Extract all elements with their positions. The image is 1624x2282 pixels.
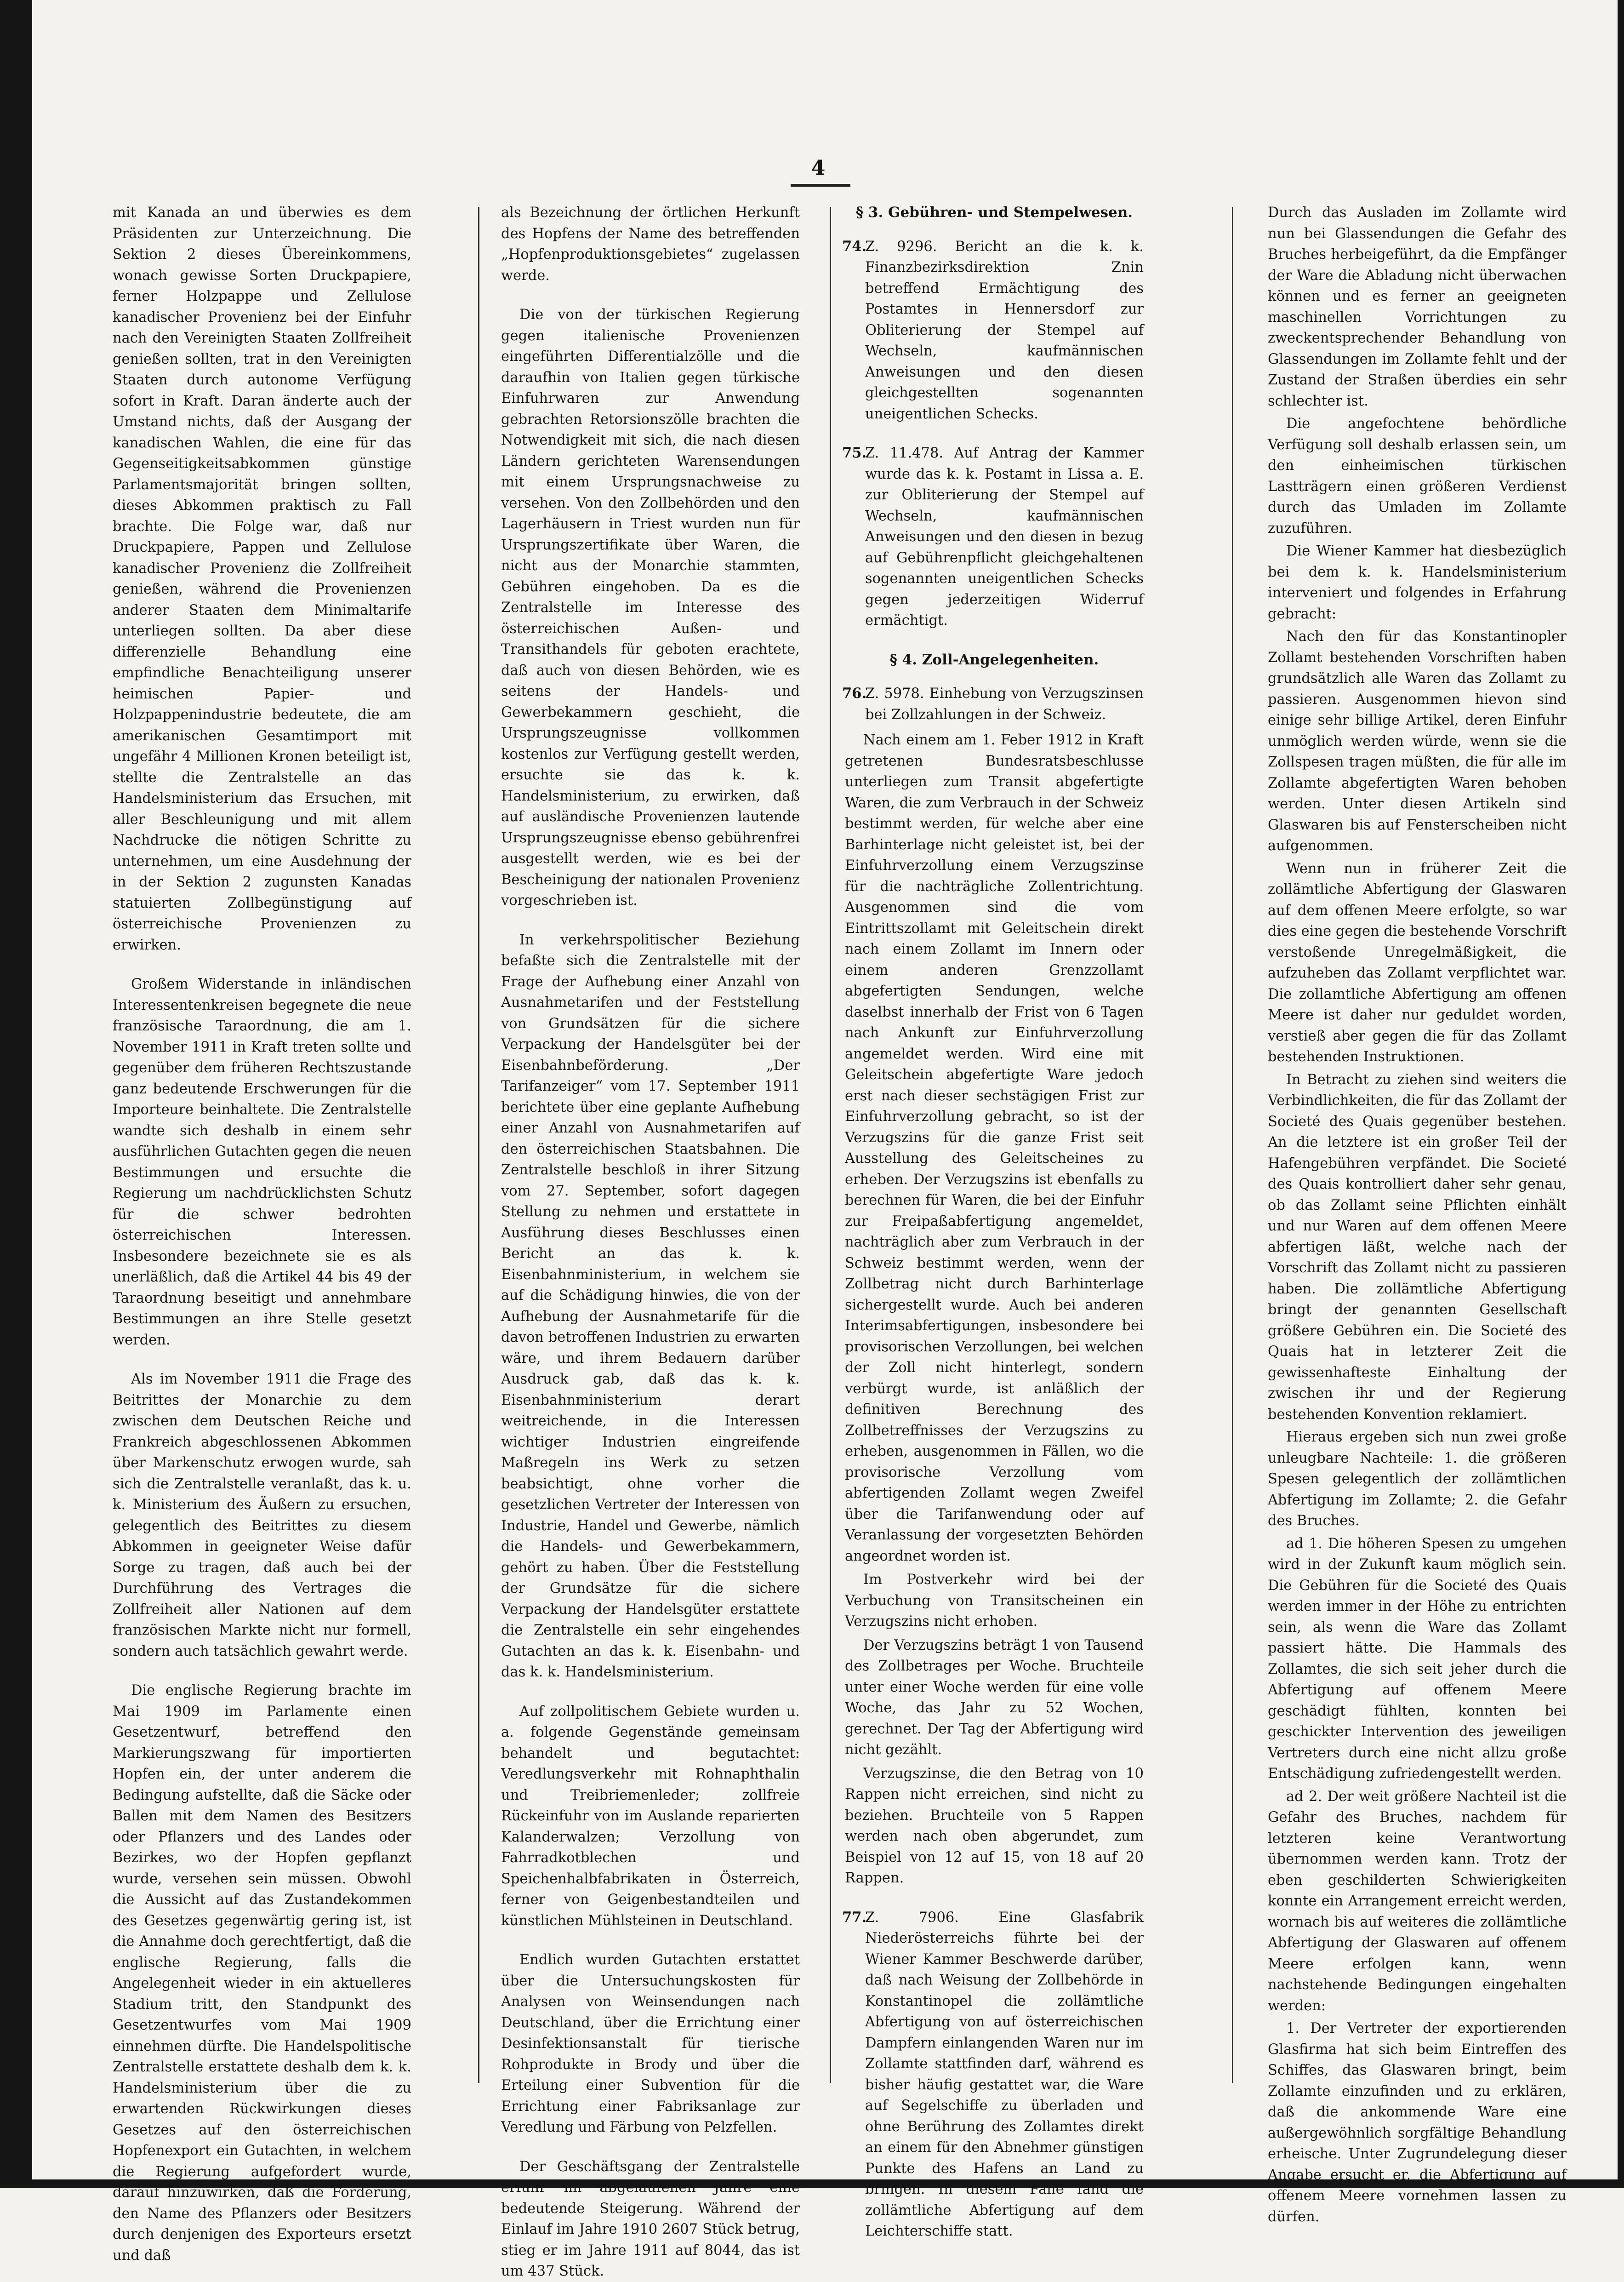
col1-paragraph: Als im November 1911 die Frage des Beitrittes der Monarchie zu dem zwischen dem Deutschen Reiche und Frankreich abgeschlossenen Abkommen über Markenschutz erwogen wurde, sah sich die Zentralstelle veranlaßt, das k. u. k. Ministerium des Äußern zu ersuchen, gelegentlich des Beitrittes zu diesem Abkommen in geeigneter Weise dafür Sorge zu tragen, daß auch bei der Durchführung des Vertrages die Zollfreiheit aller Nationen auf dem französischen Markte nicht nur formell, sondern auch tatsächlich gewahrt werde. [113, 1371, 411, 1659]
col4-paragraph: In Betracht zu ziehen sind weiters die Verbindlichkeiten, die für das Zollamt der Societé des Quais gegenüber bestehen. An die letztere ist ein großer Teil der Hafengebühren verpfändet. Die Societé des Quais kontrolliert daher sehr genau, ob das Zollamt seine Pflichten einhält und nur Waren auf dem offenen Meere abfertigen läßt, welche nach der Vorschrift das Zollamt nicht zu passieren haben. Die zollämtliche Abfertigung bringt der genannten Gesellschaft größere Gebühren ein. Die Societé des Quais hat in letzterer Zeit die gewissenhafteste Einhaltung der zwischen ihr und der Regierung bestehenden Konvention reklamiert. [1268, 1071, 1567, 1423]
column-2 [501, 202, 800, 2279]
col1-paragraph: Großem Widerstande in inländischen Interessentenkreisen begegnete die neue französische Taraordnung, die am 1. November 1911 in Kraft treten sollte und gegenüber dem früheren Rechtszustande ganz bedeutende Erschwerungen für die Importeure beinhaltete. Die Zentralstelle wandte sich deshalb in einem sehr ausführlichen Gutachten gegen die neuen Bestimmungen und ersuchte die Regierung um nachdrücklichsten Schutz für die schwer bedrohten österreichischen Interessen. Insbesondere bezeichnete sie es als unerläßlich, daß die Artikel 44 bis 49 der Taraordnung beseitigt und annehmbare Bestimmungen an ihre Stelle gesetzt werden. [113, 976, 411, 1348]
numbered-entry-77 [842, 1907, 1144, 2242]
column-rule-2 [830, 207, 831, 2083]
entry-text: Z. 7906. Eine Glasfabrik Niederösterreichs führte bei der Wiener Kammer Beschwerde darüber, daß nach Weisung der Zollbehörde in Konstantinopel die zollämtliche Abfertigung von auf österreichischen Dampfern einlangenden Waren nur im Zollamte stattfinden darf, während es bisher häufig gestattet war, die Ware auf Segelschiffe zu überladen und ohne Berührung des Zollamtes direkt an einem für den Abnehmer günstigen Punkte des Hafens an Land zu bringen. In diesem Falle fand die zollämtliche Abfertigung auf dem Leichterschiffe statt. [865, 1909, 1144, 2239]
numbered-entry-75 [842, 443, 1144, 631]
col4-paragraph: Hieraus ergeben sich nun zwei große unleugbare Nachteile: 1. die größeren Spesen gelegentlich der zollämtlichen Abfertigung im Zollamte; 2. die Gefahr des Bruches. [1268, 1429, 1567, 1529]
col2-paragraph: als Bezeichnung der örtlichen Herkunft des Hopfens der Name des betreffenden „Hopfenproduktionsgebietes“ zugelassen werde. [501, 205, 800, 284]
entry-text: Z. 9296. Bericht an die k. k. Finanzbezirksdirektion Znin betreffend Ermächtigung des Postamtes in Hennersdorf zur Obliterierung der Stempel auf Wechseln, kaufmännischen Anweisungen und den diesen gleichgestellten sogenannten uneigentlichen Schecks. [865, 238, 1144, 422]
col3-paragraph: Nach einem am 1. Feber 1912 in Kraft getretenen Bundesratsbeschlusse unterliegen zum Transit abgefertigte Waren, die zum Verbrauch in der Schweiz bestimmt werden, für welche aber eine Barhinterlage nicht geleistet ist, bei der Einfuhrverzollung einem Verzugszinse für die nachträgliche Zollentrichtung. Ausgenommen sind die vom Eintrittszollamt mit Geleitschein direkt nach einem Zollamt im Innern oder einem anderen Grenzzollamt abgefertigten Sendungen, welche daselbst innerhalb der Frist von 6 Tagen nach Ankunft zur Einfuhrverzollung angemeldet werden. Wird eine mit Geleitschein abgefertigte Ware jedoch erst nach dieser sechstägigen Frist zur Einfuhrverzollung gebracht, so ist der Verzugszins für die ganze Frist seit Ausstellung des Geleitscheines zu erheben. Der Verzugszins ist ebenfalls zu berechnen für Waren, die bei der Einfuhr zur Freipaßabfertigung angemeldet, nachträglich aber zum Verbrauch in der Schweiz bestimmt werden, wenn der Zollbetrag nicht durch Barhinterlage sichergestellt wurde. Auch bei anderen Interimsabfertigungen, insbesondere bei provisorischen Verzollungen, bei welchen der Zoll nicht hinterlegt, sondern verbürgt wurde, ist anläßlich der definitiven Berechnung des Zollbetreffnisses der Verzugszins zu erheben, ausgenommen in Fällen, wo die provisorische Verzollung vom abfertigenden Zollamt wegen Zweifel über die Tarifanwendung oder auf Veranlassung der vorgesetzten Behörden angeordnet worden ist. [845, 732, 1144, 1564]
entry-text: Z. 11.478. Auf Antrag der Kammer wurde das k. k. Postamt in Lissa a. E. zur Obliterierung der Stempel auf Wechseln, kaufmännischen Anweisungen und den diesen in bezug auf Gebührenpflicht gleichgehaltenen sogenannten uneigentlichen Schecks gegen jederzeitigen Widerruf ermächtigt. [865, 445, 1144, 629]
col1-paragraph: Die englische Regierung brachte im Mai 1909 im Parlamente einen Gesetzentwurf, betreffend den Markierungszwang für importierten Hopfen ein, der unter anderem die Bedingung aufstellte, daß die Säcke oder Ballen mit dem Namen des Besitzers oder Pflanzers und des Landes oder Bezirkes, wo der Hopfen gepflanzt wurde, versehen sein müssen. Obwohl die Aussicht auf das Zustandekommen des Gesetzes gegenwärtig gering ist, ist die Annahme doch gerechtfertigt, daß die englische Regierung, falls die Angelegenheit wieder in ein aktuelleres Stadium tritt, den Standpunkt des Gesetzentwurfes vom Mai 1909 einnehmen dürfte. Die Handelspolitische Zentralstelle erstattete deshalb dem k. k. Handelsministerium über die zu erwartenden Rückwirkungen dieses Gesetzes auf den österreichischen Hopfenexport ein Gutachten, in welchem die Regierung aufgefordert wurde, darauf hinzuwirken, daß die Forderung, den Name des Pflanzers oder Besitzers durch denjenigen des Exporteurs ersetzt und daß [113, 1682, 411, 2264]
section-heading-stempelwesen: § 3. Gebühren- und Stempelwesen. [855, 204, 1133, 221]
numbered-entry-76 [842, 683, 1144, 725]
numbered-entry-74 [842, 236, 1144, 425]
col4-paragraph: Nach den für das Konstantinopler Zollamt bestehenden Vorschriften haben grundsätzlich alle Waren das Zollamt zu passieren. Ausgenommen hievon sind einige sehr billige Artikel, deren Einfuhr unmöglich werden würde, wenn sie die Zollspesen tragen müßten, die für alle im Zollamte abgefertigten Waren behoben werden. Unter diesen Artikeln sind Glaswaren bis auf Fensterscheiben nicht aufgenommen. [1268, 629, 1567, 854]
entry-number: 76. [842, 685, 867, 702]
col4-paragraph: ad 1. Die höheren Spesen zu umgehen wird in der Zukunft kaum möglich sein. Die Gebühren für die Societé des Quais werden immer in der Höhe zu entrichten sein, als wenn die Ware das Zollamt passiert hätte. Die Hammals des Zollamtes, die sich seit jeher durch die Abfertigung auf offenem Meere geschädigt fühlten, konnten bei geschickter Intervention des jeweiligen Vertreters durch eine nicht allzu große Entschädigung zufriedengestellt werden. [1268, 1535, 1567, 1782]
column-4 [1268, 202, 1567, 2225]
page-number: 4 [811, 156, 826, 180]
col2-paragraph: In verkehrspolitischer Beziehung befaßte sich die Zentralstelle mit der Frage der Aufhebung einer Anzahl von Ausnahmetarifen und der Feststellung von Grundsätzen für die sichere Verpackung der Handelsgüter bei der Eisenbahnbeförderung. „Der Tarifanzeiger“ vom 17. September 1911 berichtete über eine geplante Aufhebung einer Anzahl von Ausnahmetarifen auf den österreichischen Staatsbahnen. Die Zentralstelle beschloß in ihrer Sitzung vom 27. September, sofort dagegen Stellung zu nehmen und erstattete in Ausführung dieses Beschlusses einen Bericht an das k. k. Eisenbahnministerium, in welchem sie auf die Schädigung hinwies, die von der Aufhebung der Ausnahmetarife für die davon betroffenen Industrien zu erwarten wäre, und ihrem Bedauern darüber Ausdruck gab, daß das k. k. Eisenbahnministerium derart weitreichende, in die Interessen wichtiger Industrien eingreifende Maßregeln ins Werk zu setzen beabsichtigt, ohne vorher die gesetzlichen Vertreter der Interessen von Industrie, Handel und Gewerbe, nämlich die Handels- und Gewerbekammern, gehört zu haben. Über die Feststellung der Grundsätze für die sichere Verpackung der Handelsgüter erstattete die Zentralstelle ein sehr eingehendes Gutachten an das k. k. Eisenbahn- und das k. k. Handelsministerium. [501, 932, 800, 1680]
section-heading-zoll: § 4. Zoll-Angelegenheiten. [889, 651, 1099, 668]
col3-paragraph: Verzugszinse, die den Betrag von 10 Rappen nicht erreichen, sind nicht zu beziehen. Bruchteile von 5 Rappen werden nach oben abgerundet, zum Beispiel von 12 auf 15, von 18 auf 20 Rappen. [845, 1765, 1144, 1886]
col2-paragraph: Auf zollpolitischem Gebiete wurden u. a. folgende Gegenstände gemeinsam behandelt und begutachtet: Veredlungsverkehr mit Rohnaphthalin und Treibriemenleder; zollfreie Rückeinfuhr von im Auslande reparierten Kalanderwalzen; Verzollung von Fahrradkotblechen und Speichenhalbfabrikaten in Österreich, ferner von Geigenbestandteilen und künstlichen Mühlsteinen in Deutschland. [501, 1703, 800, 1929]
col2-paragraph: Die von der türkischen Regierung gegen italienische Provenienzen eingeführten Differentialzölle und die daraufhin von Italien gegen türkische Einfuhrwaren zur Anwendung gebrachten Retorsionszölle brachten die Notwendigkeit mit sich, die nach diesen Ländern gerichteten Warensendungen mit einem Ursprungsnachweise zu versehen. Von den Zollbehörden und den Lagerhäusern in Triest wurden nun für Ursprungszertifikate über Waren, die nicht aus der Monarchie stammten, Gebühren eingehoben. Da es die Zentralstelle im Interesse des österreichischen Außen- und Transithandels für geboten erachtete, daß auch von diesen Behörden, wie es seitens der Handels- und Gewerbekammern geschieht, die Ursprungszeugnisse vollkommen kostenlos zur Verfügung gestellt werden, ersuchte sie das k. k. Handelsministerium, zu erwirken, daß auf ausländische Provenienzen lautende Ursprungszeugnisse ebenso gebührenfrei ausgestellt werden, wie es bei der Bescheinigung der nationalen Provenienz vorgeschrieben ist. [501, 307, 800, 909]
column-rule-3 [1232, 207, 1233, 2083]
entry-number: 75. [842, 445, 867, 461]
column-1 [113, 202, 411, 2264]
col4-paragraph: ad 2. Der weit größere Nachteil ist die Gefahr des Bruches, nachdem für letzteren keine Verantwortung übernommen werden kann. Trotz der eben geschilderten Schwierigkeiten konnte ein Arrangement erreicht werden, wornach bis auf weiteres die zollämtliche Abfertigung der Glaswaren auf offenem Meere erfolgen kann, wenn nachstehende Bedingungen eingehalten werden: [1268, 1788, 1567, 2014]
col3-paragraph: Im Postverkehr wird bei der Verbuchung von Transitscheinen ein Verzugszins nicht erhoben. [845, 1572, 1144, 1630]
page-number-rule [791, 184, 850, 187]
col3-paragraph: Der Verzugszins beträgt 1 von Tausend des Zollbetrages per Woche. Bruchteile unter einer Woche werden für eine volle Woche, das Jahr zu 52 Wochen, gerechnet. Der Tag der Abfertigung wird nicht gezählt. [845, 1637, 1144, 1758]
column-rule-1 [478, 207, 479, 2083]
entry-number: 74. [842, 238, 867, 255]
entry-number: 77. [842, 1909, 867, 1926]
col4-paragraph: Wenn nun in früherer Zeit die zollämtliche Abfertigung der Glaswaren auf dem offenen Meere erfolgte, so war dies eine gegen die bestehende Vorschrift verstoßende Unregelmäßigkeit, die aufzuheben das Zollamt verpflichtet war. Die zollamtliche Abfertigung am offenen Meere ist daher nur geduldet worden, verstieß aber gegen die für das Zollamt bestehenden Instruktionen. [1268, 860, 1567, 1065]
col2-paragraph: Endlich wurden Gutachten erstattet über die Untersuchungskosten für Analysen von Weinsendungen nach Deutschland, über die Errichtung einer Desinfektionsanstalt für tierische Rohprodukte in Brody und über die Erteilung einer Subvention für die Errichtung einer Fabriksanlage zur Veredlung und Färbung von Pelzfellen. [501, 1952, 800, 2135]
col4-paragraph: 1. Der Vertreter der exportierenden Glasfirma hat sich beim Eintreffen des Schiffes, das Glaswaren bringt, beim Zollamte einzufinden und zu erklären, daß die ankommende Ware eine außergewöhnlich sorgfältige Behandlung erheische. Unter Zugrundelegung dieser Angabe ersucht er, die Abfertigung auf offenem Meere vornehmen lassen zu dürfen. [1268, 2020, 1567, 2225]
col4-paragraph: Die angefochtene behördliche Verfügung soll deshalb erlassen sein, um den einheimischen türkischen Lastträgern einen größeren Verdienst durch das Umladen im Zollamte zuzuführen. [1268, 416, 1567, 537]
col4-paragraph: Durch das Ausladen im Zollamte wird nun bei Glassendungen die Gefahr des Bruches herbeigeführt, da die Empfänger der Ware die Abladung nicht überwachen können und es ferner an geeigneten maschinellen Vorrichtungen zu zweckentsprechender Behandlung von Glassendungen im Zollamte fehlt und der Zustand der Straßen überdies ein sehr schlechter ist. [1268, 205, 1567, 409]
scan-border-right [1618, 0, 1624, 2188]
col1-paragraph: mit Kanada an und überwies es dem Präsidenten zur Unterzeichnung. Die Sektion 2 dieses Übereinkommens, wonach gewisse Sorten Druckpapiere, ferner Holzpappe und Zellulose kanadischer Provenienz bei der Einfuhr nach den Vereinigten Staaten Zollfreiheit genießen sollten, trat in den Vereinigten Staaten durch autonome Verfügung sofort in Kraft. Daran änderte auch der Umstand nichts, daß der Ausgang der kanadischen Wahlen, die eine für das Gegenseitigkeitsabkommen günstige Parlamentsmajorität bringen sollten, dieses Abkommen praktisch zu Fall brachte. Die Folge war, daß nur Druckpapiere, Pappen und Zellulose kanadischer Provenienz die Zollfreiheit genießen, während die Provenienzen anderer Staaten dem Minimaltarife unterliegen sollten. Da aber diese differenzielle Behandlung eine empfindliche Benachteiligung unserer heimischen Papier- und Holzpappenindustrie bedeutete, die am amerikanischen Gesamtimport mit ungefähr 4 Millionen Kronen beteiligt ist, stellte die Zentralstelle an das Handelsministerium das Ersuchen, mit aller Beschleunigung und mit allem Nachdrucke die nötigen Schritte zu unternehmen, um eine Ausdehnung der in der Sektion 2 zugunsten Kanadas statuierten Zollbegünstigung auf österreichische Provenienzen zu erwirken. [113, 205, 411, 953]
scan-border-left [0, 0, 32, 2188]
column-3 [842, 202, 1144, 2239]
entry-text: Z. 5978. Einhebung von Verzugszinsen bei Zollzahlungen in der Schweiz. [865, 686, 1144, 723]
col4-paragraph: Die Wiener Kammer hat diesbezüglich bei dem k. k. Handelsministerium interveniert und folgendes in Erfahrung gebracht: [1268, 543, 1567, 622]
col2-paragraph: Der Geschäftsgang der Zentralstelle erfuhr im abgelaufenen Jahre eine bedeutende Steigerung. Während der Einlauf im Jahre 1910 2607 Stück betrug, stieg er im Jahre 1911 auf 8044, das ist um 437 Stück. [501, 2158, 800, 2279]
